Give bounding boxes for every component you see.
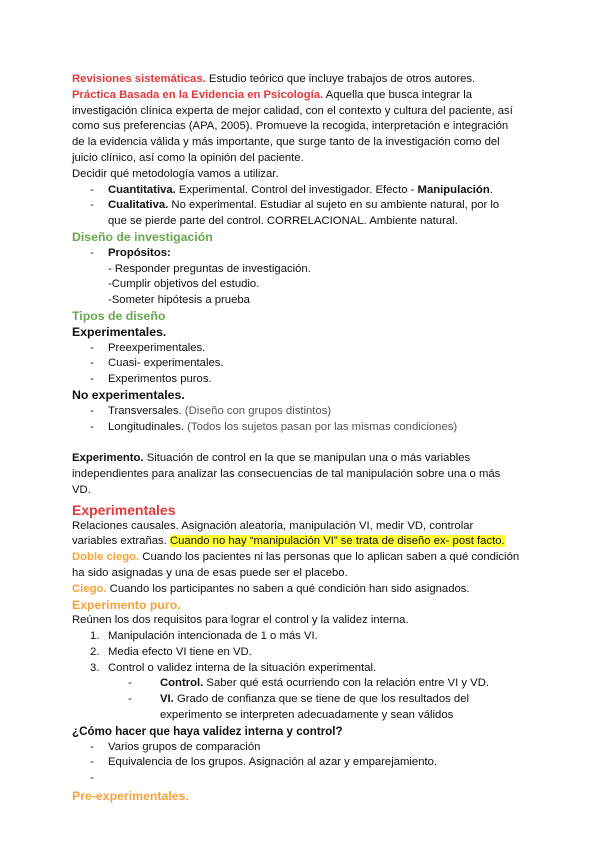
list-item: - Preexperimentales. <box>72 341 520 357</box>
term-vi: VI. <box>160 693 174 706</box>
heading-experimentales-red: Experimentales <box>72 501 176 518</box>
heading-tipos: Tipos de diseño <box>72 308 166 323</box>
list-item <box>72 246 520 262</box>
text-ciego: Cuando los participantes no saben a qué condición han sido asignados. <box>106 582 470 595</box>
proposito-3: -Someter hipótesis a prueba <box>108 294 250 307</box>
puro-sub-list <box>72 676 520 723</box>
text-cualitativa: No experimental. Estudiar al sujeto en su ambiente natural, por lo que se pierde parte del control. CORRELACIONAL. Ambiente natural. <box>108 199 500 228</box>
paragraph-pbe <box>72 88 520 167</box>
list-item <box>72 404 520 420</box>
text-pbe: Aquella que busca integrar la investigación clínica experta de mejor calidad, con el contexto y cultura del paciente, así como sus preferencias (APA, 2005). Promueve la recogida, interpretación e integración de la evidencia válida y más importante, que surge tanto de la investigación como del juicio clínico, así como la opinión del paciente. <box>72 88 513 164</box>
text-vi: Grado de confianza que se tiene de que los resultados del experimento se interpreten adecuadamente y sean válidos <box>160 693 469 722</box>
item-number: 2. <box>90 645 100 658</box>
item-number: 1. <box>90 630 100 643</box>
paragraph-revisiones <box>72 72 520 88</box>
list-item: - Experimentos puros. <box>72 372 520 388</box>
list-item <box>72 771 520 787</box>
list-item <box>72 198 520 230</box>
term-experimento: Experimento. <box>72 452 144 465</box>
text-cuantitativa: Experimental. Control del investigador. Efecto - <box>175 183 418 196</box>
term-cuantitativa: Cuantitativa. <box>108 183 176 196</box>
heading-diseno: Diseño de investigación <box>72 229 213 244</box>
item-number: 3. <box>90 661 100 674</box>
como-list <box>72 740 520 787</box>
text-doble-ciego: Cuando los pacientes ni las personas que lo aplican saben a qué condición ha sido asignadas y una de esas puede ser el placebo. <box>72 551 520 579</box>
paragraph-puro-intro: Reúnen los dos requisitos para lograr el control y la validez interna. <box>72 614 409 627</box>
heading-experimento-puro: Experimento puro. <box>72 597 181 612</box>
heading-como: ¿Cómo hacer que haya validez interna y control? <box>72 724 343 738</box>
paragraph-ciego <box>72 582 520 598</box>
proposito-1: - Responder preguntas de investigación. <box>108 262 311 275</box>
experimentales-list <box>72 341 520 388</box>
highlight-ex-post-facto: Cuando no hay “manipulación VI” se trata de diseño ex- post facto. <box>169 535 505 548</box>
list-item <box>72 629 520 645</box>
list-item <box>72 661 520 677</box>
note-transversales: (Diseño con grupos distintos) <box>181 404 332 417</box>
term-doble-ciego: Doble ciego. <box>72 551 140 564</box>
paragraph-experimento <box>72 451 520 498</box>
item-text: Manipulación intencionada de 1 o más VI. <box>108 630 318 643</box>
list-item <box>72 676 520 692</box>
paragraph-doble-ciego <box>72 550 520 582</box>
list-item <box>72 183 520 199</box>
list-item: - Equivalencia de los grupos. Asignación al azar y emparejamiento. <box>72 755 520 771</box>
paragraph-relaciones <box>72 519 520 551</box>
term-ciego: Ciego. <box>72 582 107 595</box>
label-longitudinales: Longitudinales. <box>108 420 185 433</box>
heading-no-experimentales: No experimentales. <box>72 387 185 402</box>
text-experimento: Situación de control en la que se manipulan una o más variables independientes para analizar las consecuencias de tal manipulación sobre una o más VD. <box>72 452 501 496</box>
spacer <box>72 435 520 451</box>
term-control: Control. <box>160 677 204 690</box>
term-pbe: Práctica Basada en la Evidencia en Psicología. <box>72 88 324 101</box>
term-revisiones: Revisiones sistemáticas. <box>72 73 206 85</box>
text-relaciones: Relaciones causales. Asignación aleatoria, manipulación VI, medir VD, controlar variables extrañas. <box>72 519 474 548</box>
item-text: Control o validez interna de la situación experimental. <box>108 661 377 674</box>
no-experimentales-list <box>72 404 520 436</box>
propositos-list <box>72 246 520 262</box>
note-longitudinales: (Todos los sujetos pasan por las mismas condiciones) <box>184 420 458 433</box>
proposito-2: -Cumplir objetivos del estudio. <box>108 278 260 291</box>
punct: . <box>489 183 493 196</box>
text-control: Saber qué está ocurriendo con la relación entre VI y VD. <box>203 677 490 690</box>
list-item <box>72 420 520 436</box>
paragraph-decidir: Decidir qué metodología vamos a utilizar. <box>72 167 279 180</box>
heading-experimentales: Experimentales. <box>72 324 167 339</box>
label-transversales: Transversales. <box>108 404 182 417</box>
list-item <box>72 645 520 661</box>
puro-list <box>72 629 520 676</box>
term-manipulacion: Manipulación <box>417 183 490 196</box>
label-propositos: Propósitos: <box>108 246 171 259</box>
list-item: - Varios grupos de comparación <box>72 740 520 756</box>
list-item <box>72 692 520 724</box>
heading-pre-experimentales: Pre-experimentales. <box>72 789 189 804</box>
term-cualitativa: Cualitativa. <box>108 199 169 212</box>
item-text: Media efecto VI tiene en VD. <box>108 645 252 658</box>
list-item: - Cuasi- experimentales. <box>72 356 520 372</box>
text-revisiones: Estudio teórico que incluye trabajos de otros autores. <box>205 73 476 85</box>
methods-list <box>72 183 520 230</box>
